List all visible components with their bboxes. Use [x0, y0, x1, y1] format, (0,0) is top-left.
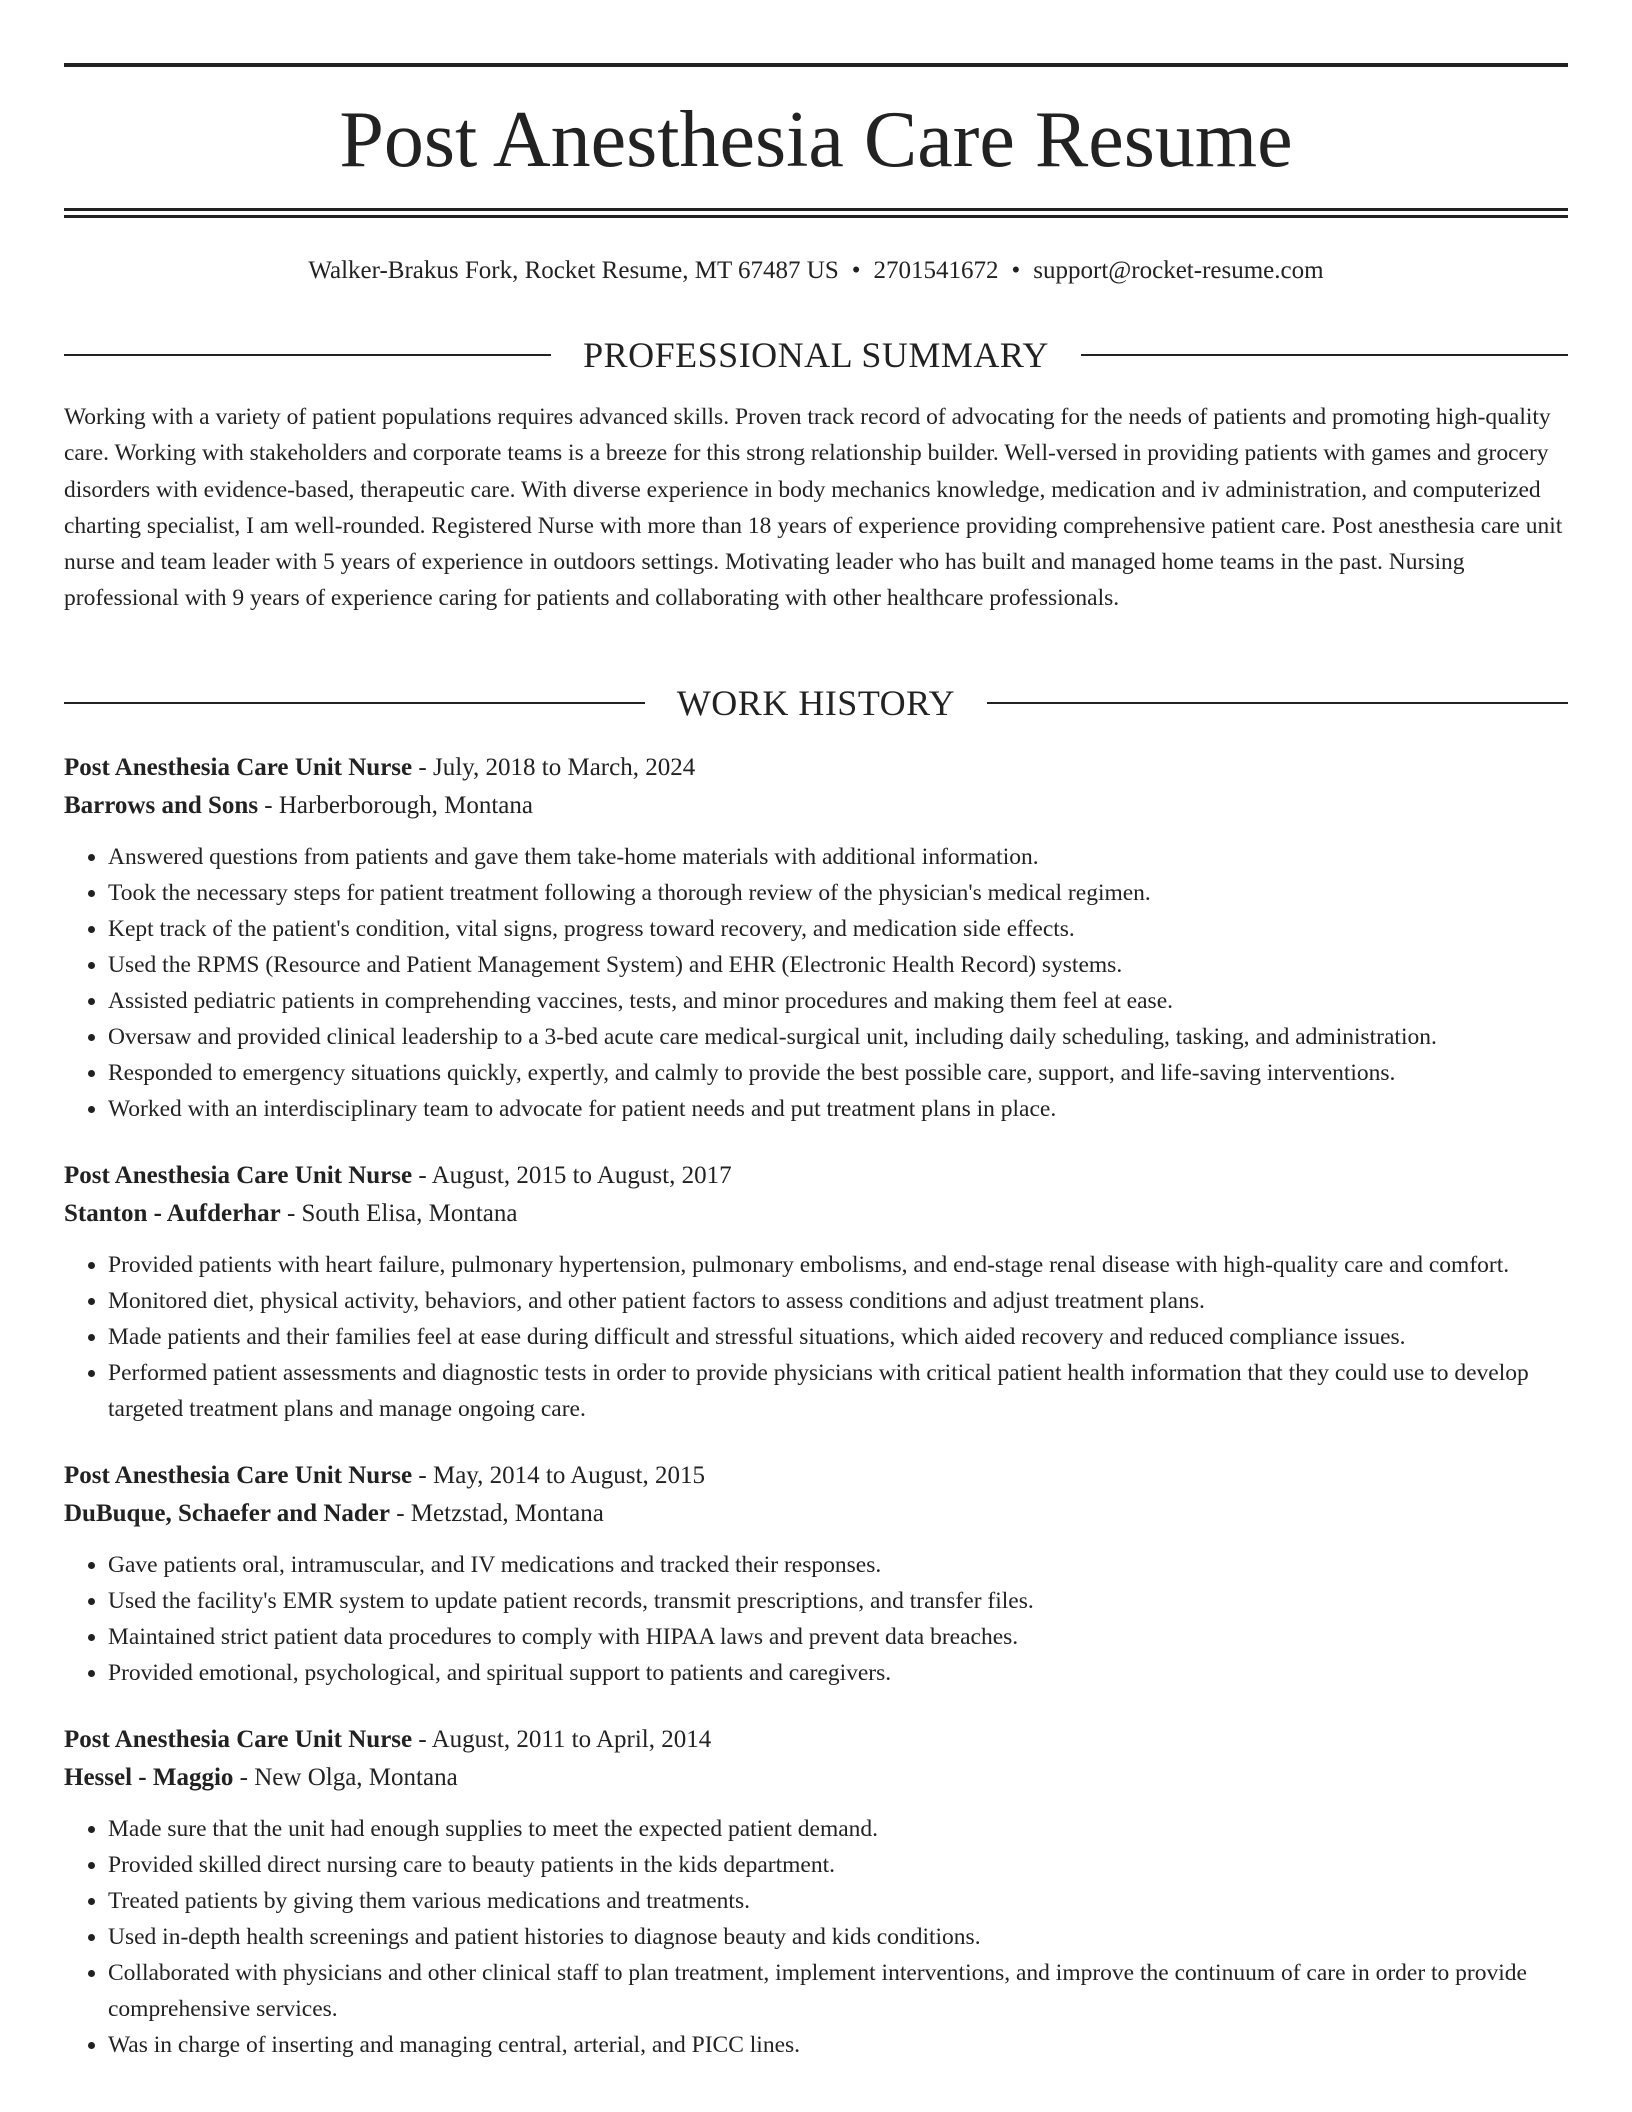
job-company: DuBuque, Schaefer and Nader — [64, 1500, 390, 1527]
job-title: Post Anesthesia Care Unit Nurse — [64, 1162, 413, 1189]
job-bullet: • Collaborated with physicians and other clinical staff to plan treatment, implement interventions, and improve the continuum of care in order to provide comprehensive services. — [108, 1955, 1568, 2027]
job-bullet: • Took the necessary steps for patient treatment following a thorough review of the physician's medical regimen. — [108, 875, 1568, 911]
heading-rule-left — [64, 354, 551, 356]
job-entry — [64, 749, 1568, 1127]
job-company: Hessel - Maggio — [64, 1764, 234, 1791]
job-bullet: • Used the RPMS (Resource and Patient Management System) and EHR (Electronic Health Record) systems. — [108, 947, 1568, 983]
heading-rule-right — [987, 702, 1568, 704]
job-location: - South Elisa, Montana — [280, 1200, 518, 1227]
job-bullet: • Answered questions from patients and gave them take-home materials with additional information. — [108, 839, 1568, 875]
job-dates: - May, 2014 to August, 2015 — [412, 1462, 705, 1489]
job-location: - New Olga, Montana — [233, 1764, 458, 1791]
job-title-line — [64, 749, 1568, 787]
job-title-line — [64, 1457, 1568, 1495]
summary-section-heading — [64, 333, 1568, 377]
job-bullet: • Used in-depth health screenings and patient histories to diagnose beauty and kids conditions. — [108, 1919, 1568, 1955]
job-title: Post Anesthesia Care Unit Nurse — [64, 1462, 413, 1489]
job-bullet: • Gave patients oral, intramuscular, and IV medications and tracked their responses. — [108, 1547, 1568, 1583]
job-bullet: • Responded to emergency situations quickly, expertly, and calmly to provide the best possible care, support, and life-saving interventions. — [108, 1055, 1568, 1091]
job-bullet: • Worked with an interdisciplinary team to advocate for patient needs and put treatment plans in place. — [108, 1091, 1568, 1127]
job-dates: - July, 2018 to March, 2024 — [412, 754, 696, 781]
job-company-line — [64, 1495, 1568, 1533]
heading-rule-right — [1081, 354, 1568, 356]
job-bullets — [64, 1811, 1568, 2063]
job-location: - Harberborough, Montana — [258, 792, 533, 819]
work-history-list — [64, 749, 1568, 2093]
job-location: - Metzstad, Montana — [389, 1500, 604, 1527]
job-title: Post Anesthesia Care Unit Nurse — [64, 1726, 413, 1753]
job-company-line — [64, 1759, 1568, 1797]
job-bullet: • Provided skilled direct nursing care to beauty patients in the kids department. — [108, 1847, 1568, 1883]
work-history-heading: WORK HISTORY — [676, 683, 956, 723]
header-bottom-rule — [64, 208, 1568, 218]
contact-line — [0, 255, 1632, 287]
contact-separator: • — [1011, 257, 1021, 284]
job-bullet: • Monitored diet, physical activity, behaviors, and other patient factors to assess conditions and adjust treatment plans. — [108, 1283, 1568, 1319]
page-title: Post Anesthesia Care Resume — [339, 96, 1293, 184]
job-entry — [64, 1157, 1568, 1427]
job-bullet: • Made patients and their families feel at ease during difficult and stressful situations, which aided recovery and reduced compliance issues. — [108, 1319, 1568, 1355]
work-history-section-heading — [64, 681, 1568, 725]
job-entry — [64, 1457, 1568, 1691]
job-bullet: • Performed patient assessments and diagnostic tests in order to provide physicians with critical patient health information that they could use to develop targeted treatment plans and manage ongoing care. — [108, 1355, 1568, 1427]
job-title: Post Anesthesia Care Unit Nurse — [64, 754, 413, 781]
job-company: Barrows and Sons — [64, 792, 259, 819]
contact-phone: 2701541672 — [873, 257, 999, 284]
job-bullet: • Oversaw and provided clinical leadership to a 3-bed acute care medical-surgical unit, including daily scheduling, tasking, and administration. — [108, 1019, 1568, 1055]
contact-separator: • — [851, 257, 861, 284]
job-bullets — [64, 839, 1568, 1127]
job-company: Stanton - Aufderhar — [64, 1200, 281, 1227]
job-bullet: • Used the facility's EMR system to update patient records, transmit prescriptions, and transfer files. — [108, 1583, 1568, 1619]
summary-heading: PROFESSIONAL SUMMARY — [583, 335, 1049, 375]
job-company-line — [64, 787, 1568, 825]
heading-rule-left — [64, 702, 645, 704]
contact-email[interactable]: support@rocket-resume.com — [1033, 257, 1324, 284]
job-dates: - August, 2011 to April, 2014 — [412, 1726, 712, 1753]
job-bullets — [64, 1247, 1568, 1427]
job-bullet: • Treated patients by giving them various medications and treatments. — [108, 1883, 1568, 1919]
header-top-rule — [64, 63, 1568, 67]
job-title-line — [64, 1721, 1568, 1759]
job-bullet: • Kept track of the patient's condition, vital signs, progress toward recovery, and medication side effects. — [108, 911, 1568, 947]
job-dates: - August, 2015 to August, 2017 — [412, 1162, 732, 1189]
job-bullet: • Maintained strict patient data procedures to comply with HIPAA laws and prevent data breaches. — [108, 1619, 1568, 1655]
job-bullet: • Was in charge of inserting and managing central, arterial, and PICC lines. — [108, 2027, 1568, 2063]
job-company-line — [64, 1195, 1568, 1233]
job-title-line — [64, 1157, 1568, 1195]
summary-text: Working with a variety of patient populations requires advanced skills. Proven track record of advocating for the needs of patients and promoting high-quality care. Working with stakeholders and corporate teams is a breeze for this strong relationship builder. Well-versed in providing patients with games and grocery disorders with evidence-based, therapeutic care. With diverse experience in body mechanics knowledge, medication and iv administration, and computerized charting specialist, I am well-rounded. Registered Nurse with more than 18 years of experience providing comprehensive patient care. Post anesthesia care unit nurse and team leader with 5 years of experience in outdoors settings. Motivating leader who has built and managed home teams in the past. Nursing professional with 9 years of experience caring for patients and collaborating with other healthcare professionals. — [64, 404, 1563, 612]
job-bullet: • Made sure that the unit had enough supplies to meet the expected patient demand. — [108, 1811, 1568, 1847]
job-entry — [64, 1721, 1568, 2063]
job-bullet: • Provided emotional, psychological, and spiritual support to patients and caregivers. — [108, 1655, 1568, 1691]
job-bullets — [64, 1547, 1568, 1691]
job-bullet: • Assisted pediatric patients in comprehending vaccines, tests, and minor procedures and making them feel at ease. — [108, 983, 1568, 1019]
job-bullet: • Provided patients with heart failure, pulmonary hypertension, pulmonary embolisms, and end-stage renal disease with high-quality care and comfort. — [108, 1247, 1568, 1283]
contact-address: Walker-Brakus Fork, Rocket Resume, MT 67487 US — [308, 257, 839, 284]
